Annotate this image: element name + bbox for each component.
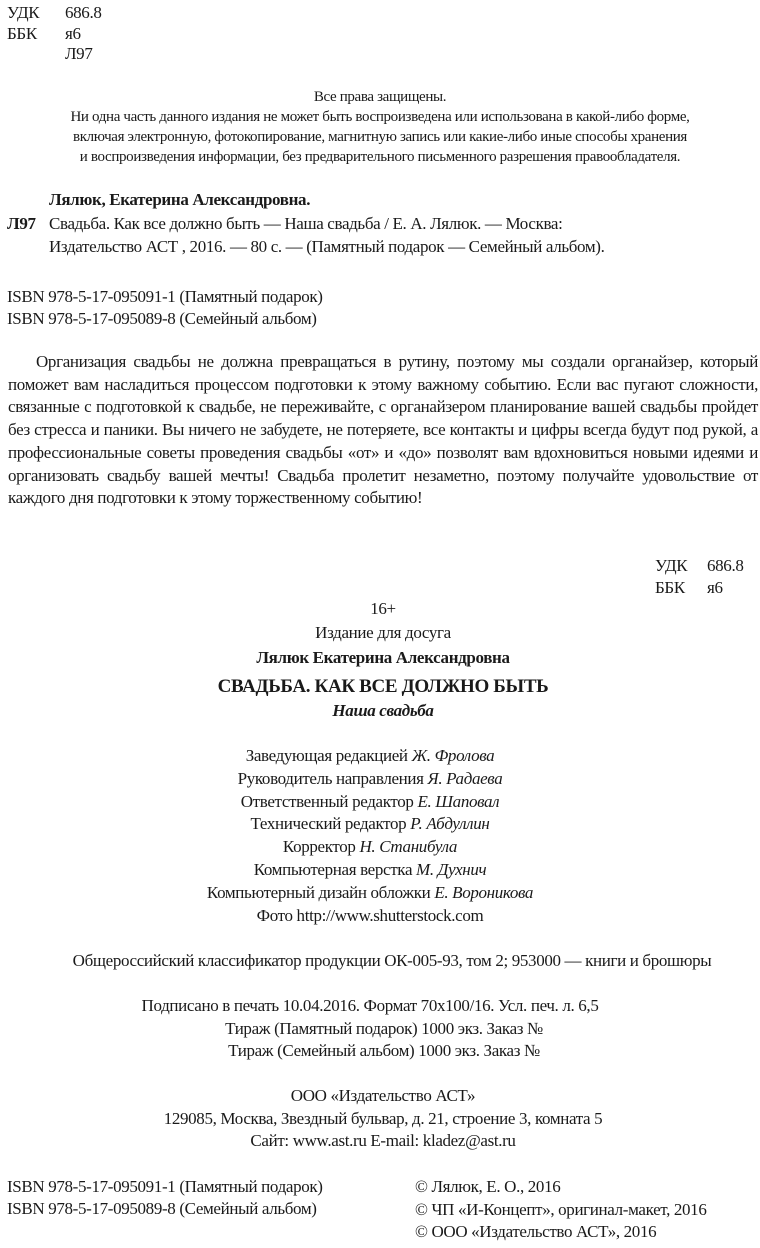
udk-value: 686.8	[65, 3, 102, 22]
credit-role: Корректор	[282, 837, 356, 857]
publisher-line: Сайт: www.ast.ru E-mail: kladez@ast.ru	[250, 1131, 516, 1150]
rights-line: включая электронную, фотокопирование, магнитную запись или какие-либо иные способы хранения	[73, 129, 687, 145]
credit-name: Е. Вороникова	[434, 882, 534, 902]
credit-name: Ж. Фролова	[411, 746, 495, 765]
book-title: СВАДЬБА. КАК ВСЕ ДОЛЖНО БЫТЬ	[217, 676, 549, 697]
credit-role: Компьютерная верстка	[253, 859, 413, 879]
bbk-label: ББК	[655, 578, 685, 597]
copyright	[415, 1176, 706, 1244]
rights-notice	[0, 87, 760, 167]
edition-type: Издание для досуга	[315, 623, 451, 642]
author-heading: Лялюк, Екатерина Александровна.	[49, 190, 311, 209]
print-line: Подписано в печать 10.04.2016. Формат 70x100/16. Усл. печ. л. 6,5	[141, 996, 599, 1015]
rights-line: Ни одна часть данного издания не может быть воспроизведена или использована в какой-либо форме,	[70, 109, 690, 125]
rights-line: и воспроизведения информации, без предварительного письменного разрешения правообладателя.	[79, 149, 681, 165]
right-index	[655, 555, 744, 599]
imprint-author: Лялюк Екатерина Александровна	[256, 648, 510, 667]
isbn-line: ISBN 978-5-17-095091-1 (Памятный подарок)	[7, 287, 323, 306]
credit-role: Фото	[256, 905, 293, 925]
author-mark: Л97	[65, 44, 93, 63]
print-line: Тираж (Семейный альбом) 1000 экз. Заказ №	[228, 1041, 540, 1060]
copyright-line: © ООО «Издательство АСТ», 2016	[415, 1222, 657, 1241]
rights-line: Все права защищены.	[313, 89, 447, 105]
bbk-value: я6	[707, 578, 723, 597]
credit-name: http://www.shutterstock.com	[296, 905, 484, 925]
imprint	[0, 597, 760, 723]
credit-name: Е. Шаповал	[417, 791, 500, 811]
udk-label: УДК	[655, 556, 688, 575]
book-subtitle: Наша свадьба	[332, 701, 434, 720]
bbk-value: я6	[65, 24, 81, 43]
credits	[0, 745, 740, 927]
credit-role: Руководитель направления	[237, 768, 424, 788]
record-line: Свадьба. Как все должно быть — Наша свадьба / Е. А. Лялюк. — Москва:	[49, 214, 563, 233]
age-rating: 16+	[370, 599, 396, 618]
isbn-bottom	[7, 1176, 323, 1220]
record-mark: Л97	[7, 214, 36, 233]
credit-name: Н. Станибула	[359, 837, 458, 857]
product-classifier: Общероссийский классификатор продукции ОК-005-93, том 2; 953000 — книги и брошюры	[72, 951, 712, 970]
publisher-line: 129085, Москва, Звездный бульвар, д. 21, строение 3, комната 5	[163, 1108, 603, 1128]
record-line: Издательство АСТ , 2016. — 80 с. — (Памятный подарок — Семейный альбом).	[49, 237, 605, 256]
isbn-top	[7, 286, 323, 330]
classification-index	[7, 2, 102, 64]
udk-label: УДК	[7, 3, 40, 22]
isbn-line: ISBN 978-5-17-095089-8 (Семейный альбом)	[7, 1199, 317, 1218]
credit-role: Технический редактор	[250, 814, 407, 834]
isbn-line: ISBN 978-5-17-095091-1 (Памятный подарок)	[7, 1177, 323, 1196]
copyright-line: © ЧП «И-Концепт», оригинал-макет, 2016	[415, 1199, 707, 1219]
credit-role: Компьютерный дизайн обложки	[206, 882, 431, 902]
publisher-info	[0, 1085, 760, 1153]
print-info	[0, 995, 740, 1063]
print-line: Тираж (Памятный подарок) 1000 экз. Заказ №	[225, 1018, 543, 1038]
copyright-line: © Лялюк, Е. О., 2016	[415, 1177, 561, 1196]
annotation: Организация свадьбы не должна превращаться в рутину, поэтому мы создали органайзер, который поможет вам насладиться процессом подготовки к этому важному событию. Если вас пугают сложности, связанные с подготовкой к свадьбе, не переживайте, с органайзером планирование вашей свадьбы пройдет без стресса и паники. Вы ничего не забудете, не потеряете, все контакты и цифры всегда будут под рукой, а профессиональные советы проведения свадьбы «от» и «до» позволят вам вдохновиться новыми идеями и организовать свадьбу вашей мечты! Свадьба пролетит незаметно, поэтому получайте удовольствие от каждого дня подготовки к этому торжественному событию!	[8, 352, 758, 508]
publisher-line: ООО «Издательство АСТ»	[290, 1086, 476, 1105]
bibliographic-record	[7, 189, 605, 258]
credit-role: Заведующая редакцией	[245, 746, 408, 765]
credit-name: М. Духнич	[416, 859, 487, 879]
credit-name: Я. Радаева	[427, 768, 503, 788]
udk-value: 686.8	[707, 556, 744, 575]
isbn-line: ISBN 978-5-17-095089-8 (Семейный альбом)	[7, 309, 317, 328]
credit-name: Р. Абдуллин	[410, 814, 490, 834]
credit-role: Ответственный редактор	[240, 791, 414, 811]
bbk-label: ББК	[7, 24, 37, 43]
